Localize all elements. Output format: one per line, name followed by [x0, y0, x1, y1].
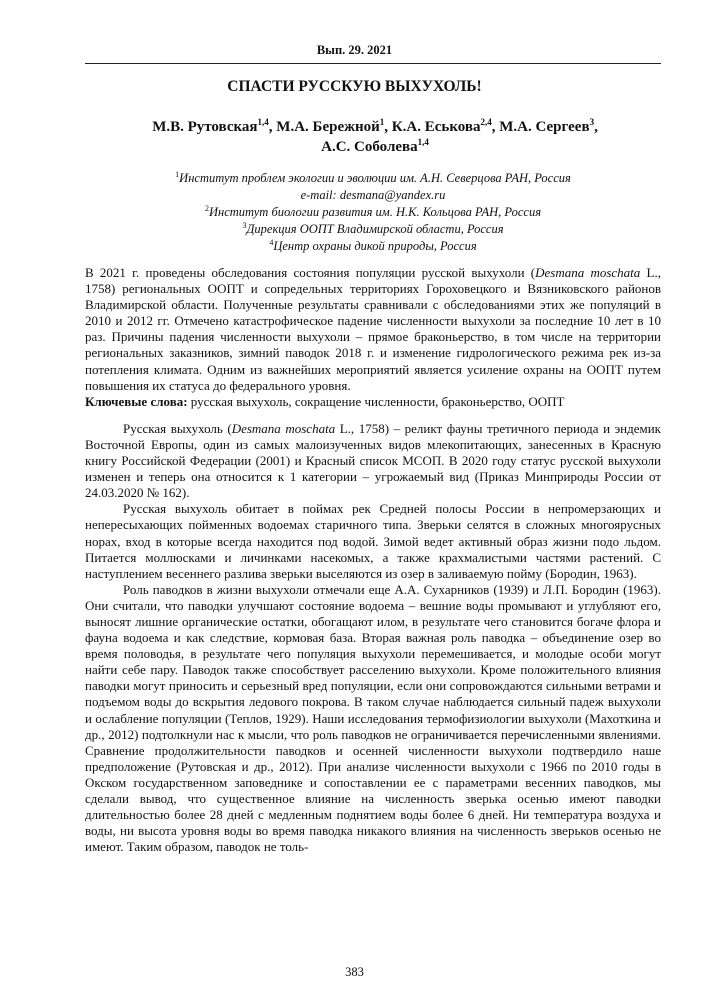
paragraph-text: Русская выхухоль (: [123, 420, 232, 436]
author-separator: ,: [384, 119, 392, 135]
body-paragraph: Русская выхухоль обитает в поймах рек Средней полосы России в непромерзающих и непересыхающих пойменных водоемах старичного типа. Зверьки селятся в сложных многоярусных норах, вход в которые всегда находится под водой. Зимой ведет активный образ жизни подо льдом. Питается моллюсками и личинками насекомых, а также крахмалистыми частями растений. С наступлением весеннего разлива зверьки выселяются из озер в заливаемую пойму (Бородин, 1963).: [85, 501, 661, 581]
author-list: [115, 117, 635, 157]
header-rule: [85, 63, 661, 64]
page-number: 383: [345, 965, 364, 979]
author-name: А.С. Соболева: [321, 139, 418, 155]
affiliation-number: 3: [242, 220, 247, 230]
affiliation-text: Институт проблем экологии и эволюции им. А.Н. Северцова РАН, Россия: [179, 171, 571, 185]
keywords-label: Ключевые слова:: [85, 393, 188, 409]
author-name: К.А. Еськова: [391, 119, 481, 135]
issue-header: Вып. 29. 2021: [316, 43, 393, 57]
body-paragraph: [85, 421, 661, 501]
species-latin-name: Desmana moschata: [231, 420, 336, 436]
affiliation-line: [90, 204, 656, 221]
author-separator: ,: [491, 119, 500, 135]
keywords: [85, 394, 661, 410]
article-title: СПАСТИ РУССКУЮ ВЫХУХОЛЬ!: [227, 78, 482, 95]
keywords-text: русская выхухоль, сокращение численности, браконьерство, ООПТ: [187, 393, 565, 409]
author-name: М.А. Бережной: [276, 119, 380, 135]
author-affiliation-mark: 1,4: [417, 137, 429, 147]
article-body: [85, 265, 661, 855]
author-affiliation-mark: 1,4: [257, 117, 269, 127]
affiliation-list: [90, 170, 656, 255]
email-text: e-mail: desmana@yandex.ru: [300, 188, 446, 202]
author-name: М.А. Сергеев: [499, 119, 590, 135]
abstract-text: L., 1758) региональных ООПТ и сопредельных территориях Гороховецкого и Вязниковского районов Владимирской области. Полученные результаты сравнивали с обследованиями этих же популяций в 2010 и 2012 гг. Отмечено катастрофическое падение численности выхухоли за последние 10 лет в 10 раз. Причины падения численности выхухоли – прямое браконьерство, в том числе на территории региональных заказников, зимний паводок 2018 г. и изменение гидрологического режима рек из-за потепления климата. Одним из важнейших мероприятий является усиление охраны на ООПТ путем повышения их статуса до федерального уровня.: [85, 265, 661, 393]
affiliation-text: Центр охраны дикой природы, Россия: [273, 239, 477, 253]
affiliation-text: Дирекция ООПТ Владимирской области, Россия: [246, 222, 504, 236]
body-paragraph: Роль паводков в жизни выхухоли отмечали еще А.А. Сухарников (1939) и Л.П. Бородин (1963). Они считали, что паводки улучшают состояние водоема – вешние воды промывают и углубляют его, выносят лишние органические остатки, обогащают илом, в результате чего становится богаче флора и фауна водоема и как следствие, кормовая база. Вторая важная роль паводка – объединение озер во время половодья, в результате чего популяция выхухоли перемешивается, и молодые особи могут найти себе пару. Паводок также способствует расселению выхухоли. Кроме положительного влияния паводки могут приносить и серьезный вред популяции, если они сопровождаются сильными ветрами и подъемом воды до вскрытия ледового покрова. В таком случае наблюдается сильный падеж выхухоли и ослабление популяции (Теплов, 1929). Наши исследования термофизиологии выхухоли (Махоткина и др., 2012) подтолкнули нас к мысли, что роль паводков не ограничивается перечисленными явлениями. Сравнение продолжительности паводков и осенней численности выхухоли подтвердило наше предположение (Рутовская и др., 2012). При анализе численности выхухоли с 1966 по 2010 годы в Окском государственном заповеднике и сопоставлении ее с параметрами весенних паводков, мы сделали вывод, что существенное влияние на численность зверька осенью имеют паводки длительностью более 28 дней с медленным поднятием воды более 6 дней. Ни температура воздуха и воды, ни высота уровня воды во время паводка никакого влияния на численность зверьков осенью не имеют. Таким образом, паводок не толь-: [85, 581, 661, 855]
affiliation-line: [90, 221, 656, 238]
affiliation-line: [90, 238, 656, 255]
abstract: [85, 265, 661, 394]
affiliation-number: 4: [269, 237, 274, 247]
author-affiliation-mark: 3: [589, 117, 595, 127]
abstract-text: В 2021 г. проведены обследования состояния популяции русской выхухоли (: [85, 265, 536, 280]
author-affiliation-mark: 1: [379, 117, 385, 127]
paragraph-text: L., 1758) – реликт фауны третичного периода и эндемик Восточной Европы, один из самых малоизученных видов млекопитающих, занесенных в Красную книгу Российской Федерации (2001) и Красный список МСОП. В 2020 году статус русской выхухоли изменен и теперь она относится к 1 категории – угрожаемый вид (Приказ Минприроды России от 24.03.2020 № 162).: [85, 420, 661, 501]
author-affiliation-mark: 2,4: [480, 117, 492, 127]
affiliation-line: [90, 170, 656, 187]
affiliation-number: 1: [175, 169, 180, 179]
affiliation-text: Институт биологии развития им. Н.К. Кольцова РАН, Россия: [208, 205, 542, 219]
email-line: [90, 187, 656, 204]
species-latin-name: Desmana moschata: [535, 265, 641, 280]
author-separator: ,: [594, 119, 598, 135]
author-name: М.В. Рутовская: [152, 119, 258, 135]
affiliation-number: 2: [204, 203, 209, 213]
author-separator: ,: [268, 119, 277, 135]
